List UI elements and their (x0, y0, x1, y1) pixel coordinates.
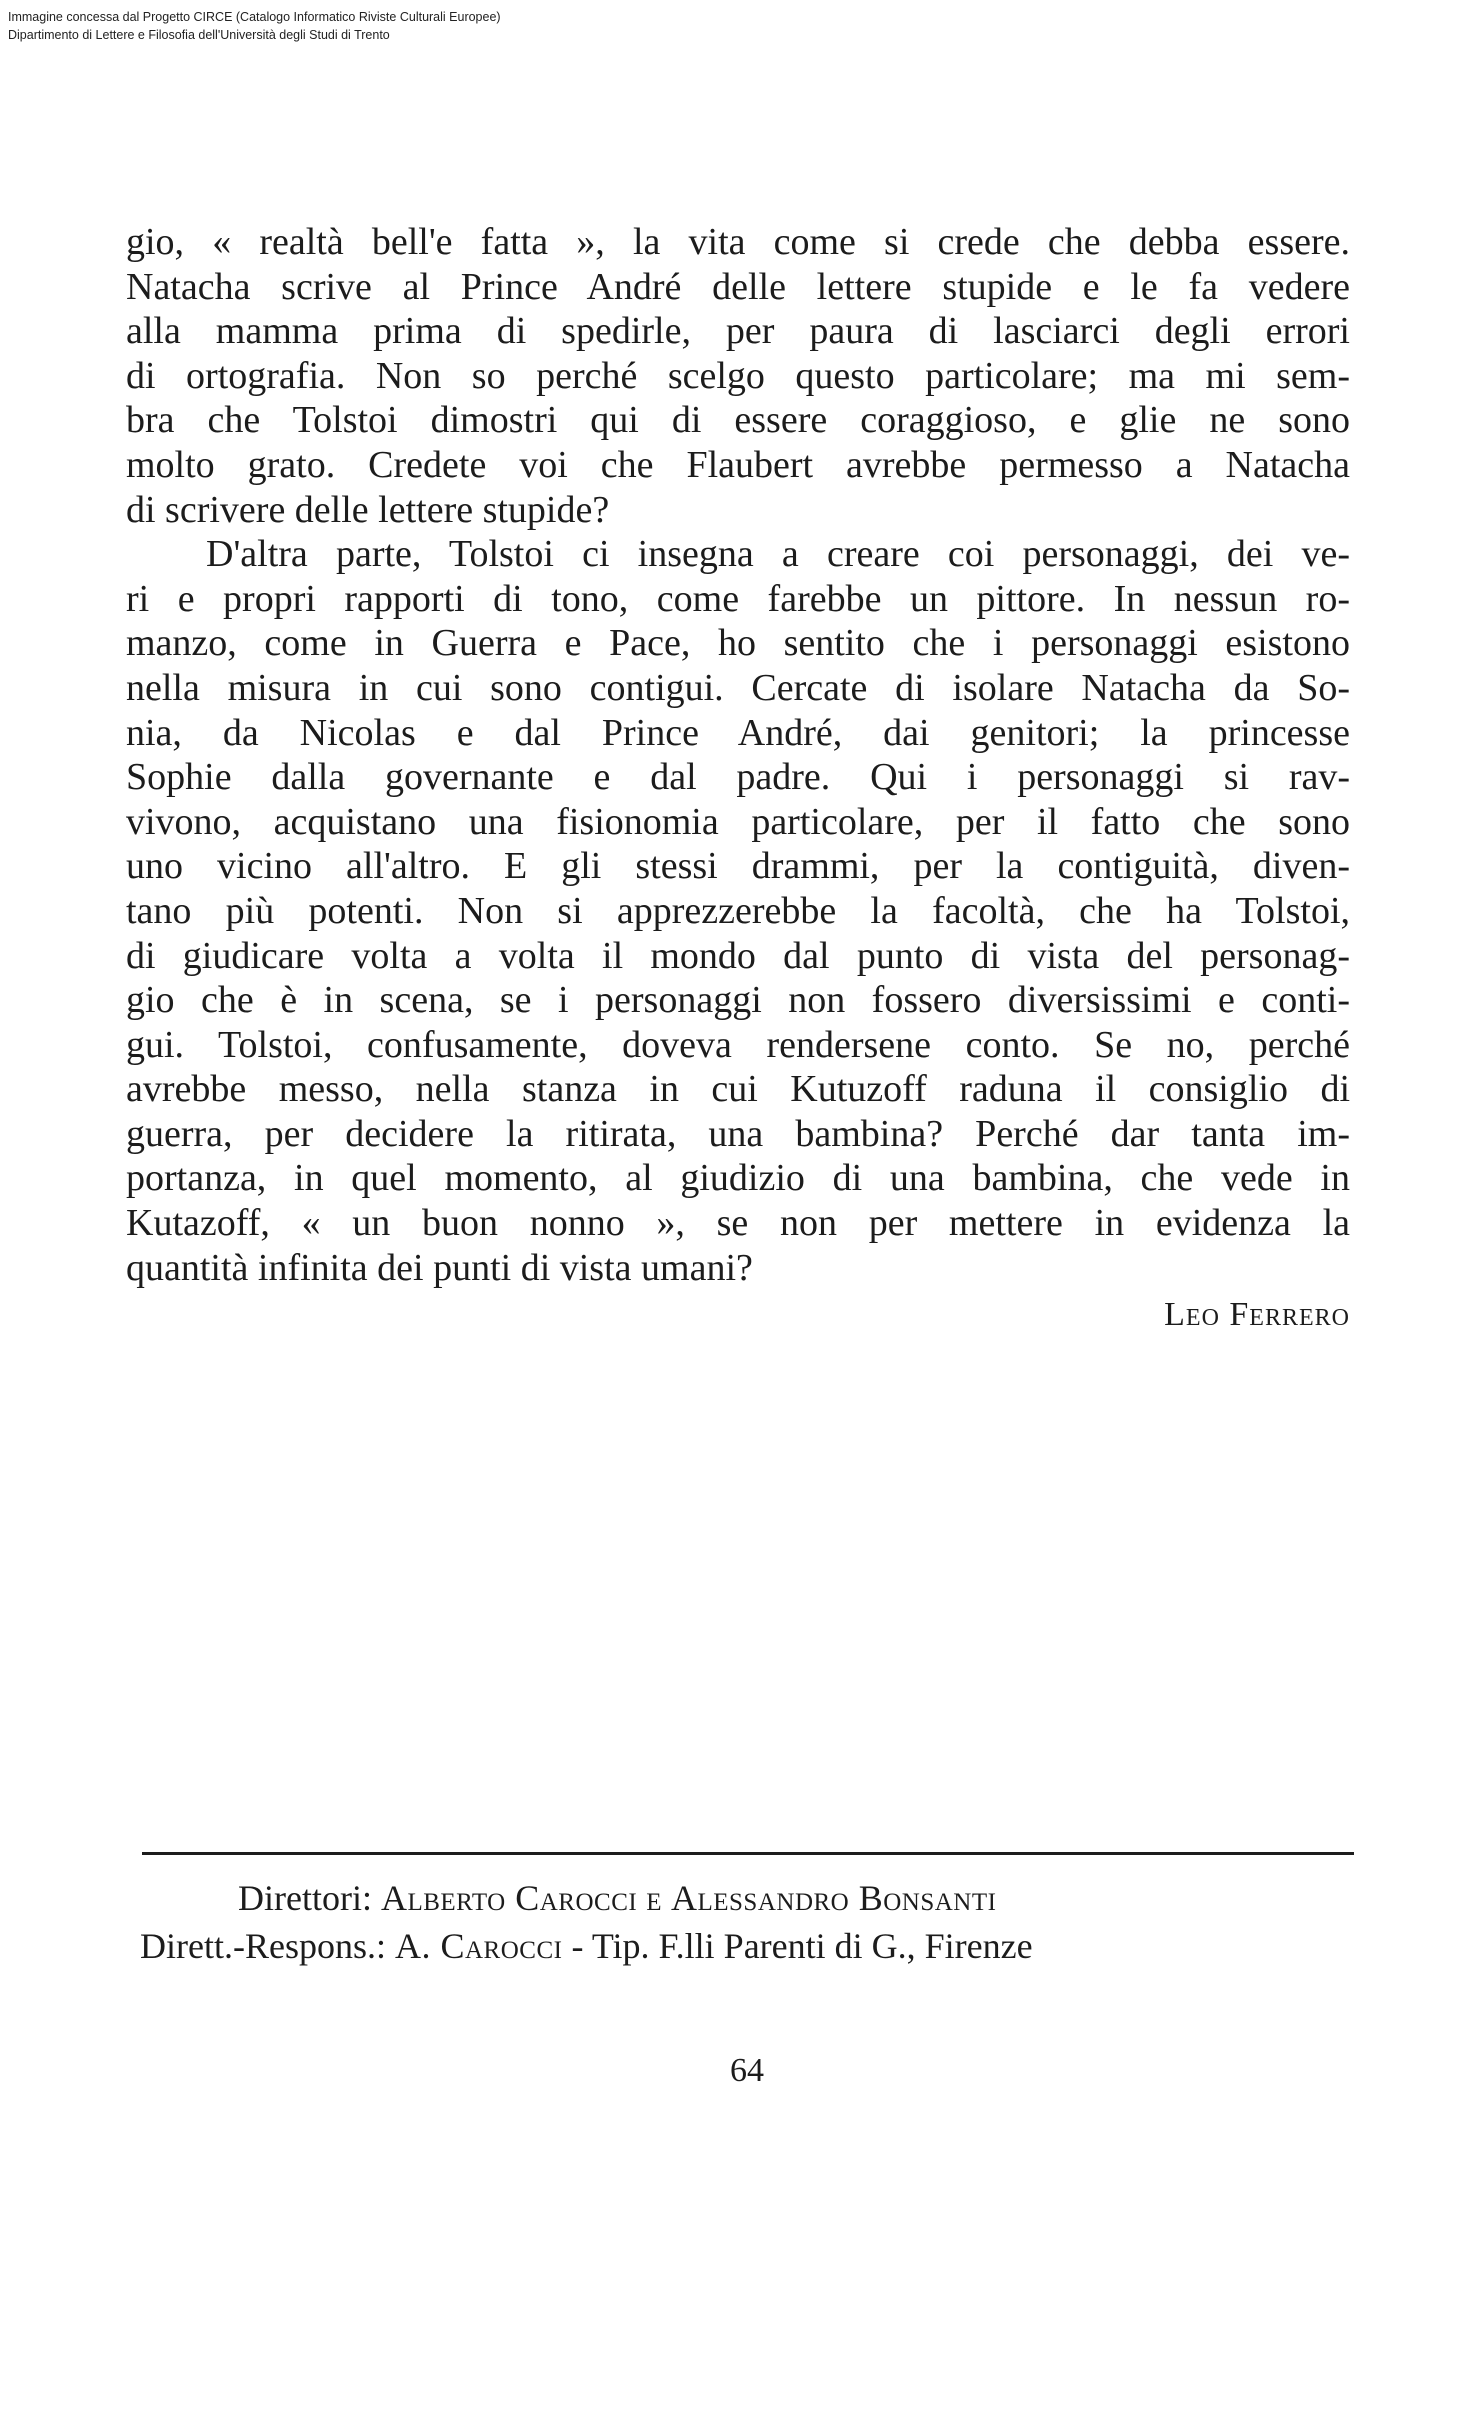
page-number: 64 (730, 2052, 764, 2089)
text-line: guerra, per decidere la ritirata, una bambina? Perché dar tanta im- (126, 1112, 1350, 1155)
credit-line-1: Immagine concessa dal Progetto CIRCE (Catalogo Informatico Riviste Culturali Europee) (8, 10, 501, 24)
author-signature: Leo Ferrero (1164, 1296, 1350, 1333)
text-line: D'altra parte, Tolstoi ci insegna a creare coi personaggi, dei ve- (206, 533, 1350, 576)
text-line: portanza, in quel momento, al giudizio di una bambina, che vede in (126, 1157, 1350, 1200)
text-line: bra che Tolstoi dimostri qui di essere coraggioso, e glie ne sono (126, 399, 1350, 442)
director-name: Alessandro Bonsanti (670, 1878, 997, 1918)
text-line: nia, da Nicolas e dal Prince André, dai genitori; la princesse (126, 711, 1350, 754)
responsible-name: A. Carocci (394, 1926, 563, 1966)
director-name: Alberto Carocci (380, 1878, 638, 1918)
text-line: di scrivere delle lettere stupide? (126, 488, 610, 531)
text-line: gio, « realtà bell'e fatta », la vita come si crede che debba essere. (126, 221, 1350, 263)
text-line: gui. Tolstoi, confusamente, doveva rendersene conto. Se no, perché (126, 1023, 1350, 1066)
directors-label: Direttori: (238, 1878, 372, 1918)
printer-info: Tip. F.lli Parenti di G., Firenze (591, 1926, 1033, 1966)
text-line: vivono, acquistano una fisionomia particolare, per il fatto che sono (126, 800, 1350, 843)
imprint-separator: - (571, 1926, 584, 1966)
text-line: nella misura in cui sono contigui. Cercate di isolare Natacha da So- (126, 666, 1350, 709)
conjunction: e (646, 1878, 662, 1918)
text-line: di giudicare volta a volta il mondo dal punto di vista del personag- (126, 934, 1350, 977)
text-line: gio che è in scena, se i personaggi non fossero diversissimi e conti- (126, 979, 1350, 1022)
responsible-label: Dirett.-Respons.: (140, 1926, 386, 1966)
article-body (126, 220, 1350, 1290)
text-line: ri e propri rapporti di tono, come farebbe un pittore. In nessun ro- (126, 577, 1350, 620)
text-line: manzo, come in Guerra e Pace, ho sentito che i personaggi esistono (126, 622, 1350, 665)
text-line: uno vicino all'altro. E gli stessi drammi, per la contiguità, diven- (126, 845, 1350, 888)
credit-line-2: Dipartimento di Lettere e Filosofia dell'Università degli Studi di Trento (8, 28, 390, 42)
footer-directors (238, 1877, 996, 1919)
image-credit (8, 8, 501, 44)
footer-divider (142, 1852, 1354, 1855)
text-line: quantità infinita dei punti di vista umani? (126, 1246, 753, 1289)
text-line: Sophie dalla governante e dal padre. Qui i personaggi si rav- (126, 756, 1350, 799)
footer-imprint (140, 1925, 1033, 1967)
text-line: tano più potenti. Non si apprezzerebbe la facoltà, che ha Tolstoi, (126, 889, 1350, 932)
text-line: avrebbe messo, nella stanza in cui Kutuzoff raduna il consiglio di (126, 1068, 1350, 1111)
text-line: Kutazoff, « un buon nonno », se non per mettere in evidenza la (126, 1202, 1350, 1245)
text-line: alla mamma prima di spedirle, per paura di lasciarci degli errori (126, 310, 1350, 353)
text-line: di ortografia. Non so perché scelgo questo particolare; ma mi sem- (126, 354, 1350, 397)
text-line: molto grato. Credete voi che Flaubert avrebbe permesso a Natacha (126, 443, 1350, 486)
text-line: Natacha scrive al Prince André delle lettere stupide e le fa vedere (126, 265, 1350, 308)
